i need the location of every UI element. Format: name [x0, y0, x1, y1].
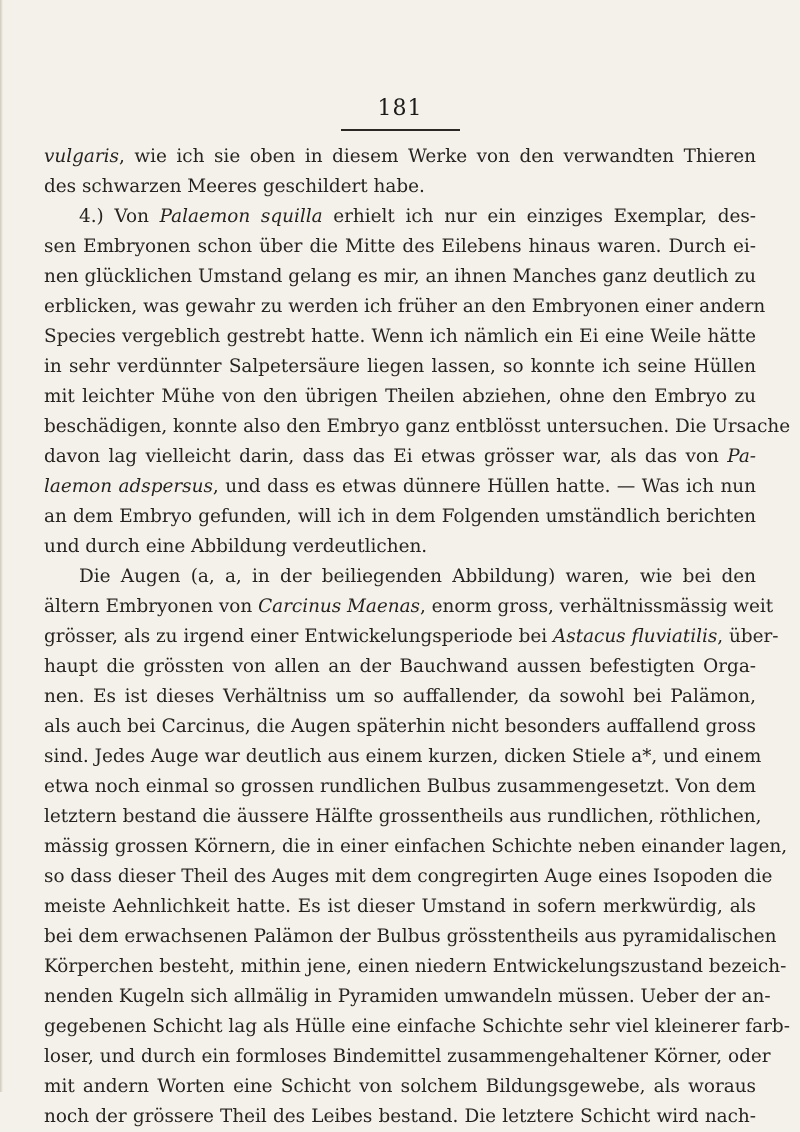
text-line: etwa noch einmal so grossen rundlichen Bulbus zusammengesetzt. Von dem [44, 776, 756, 797]
text-line: Körperchen besteht, mithin jene, einen niedern Entwickelungszustand bezeich- [44, 956, 787, 977]
text-line: mässig grossen Körnern, die in einer einfachen Schichte neben einander lagen, [44, 836, 788, 857]
page-number: 181 [377, 96, 423, 121]
italic-term: Pa- [727, 446, 756, 467]
text-line: 4.) Von Palaemon squilla erhielt ich nur ein einziges Exemplar, des- [79, 206, 756, 227]
text-line: davon lag vielleicht darin, dass das Ei etwas grösser war, als das von Pa- [44, 446, 756, 467]
text-line: nenden Kugeln sich allmälig in Pyramiden umwandeln müssen. Ueber der an- [44, 986, 771, 1007]
text-line: so dass dieser Theil des Auges mit dem congregirten Auge eines Isopoden die [44, 866, 773, 887]
italic-term: Palaemon squilla [159, 206, 323, 227]
text-line: nen glücklichen Umstand gelang es mir, an ihnen Manches ganz deutlich zu [44, 266, 756, 287]
text-line: und durch eine Abbildung verdeutlichen. [44, 536, 428, 557]
text-line: beschädigen, konnte also den Embryo ganz entblösst untersuchen. Die Ursache [44, 416, 791, 437]
text-line: sind. Jedes Auge war deutlich aus einem kurzen, dicken Stiele a*, und einem [44, 746, 762, 767]
text-line: in sehr verdünnter Salpetersäure liegen lassen, so konnte ich seine Hüllen [44, 356, 756, 377]
text-line: letztern bestand die äussere Hälfte grossentheils aus rundlichen, röthlichen, [44, 806, 762, 827]
text-line: gegebenen Schicht lag als Hülle eine einfache Schichte sehr viel kleinerer farb- [44, 1016, 790, 1037]
page-edge-shadow [0, 0, 3, 1092]
body-text [44, 142, 791, 1132]
text-line: vulgaris, wie ich sie oben in diesem Werke von den verwandten Thieren [44, 146, 756, 167]
text-line: meiste Aehnlichkeit hatte. Es ist dieser Umstand in sofern merkwürdig, als [44, 896, 756, 917]
text-line: grösser, als zu irgend einer Entwickelungsperiode bei Astacus fluviatilis, über- [44, 626, 779, 647]
text-line: haupt die grössten von allen an der Bauchwand aussen befestigten Orga- [44, 656, 756, 677]
text-line: noch der grössere Theil des Leibes bestand. Die letztere Schicht wird nach- [44, 1106, 756, 1127]
text-line: nen. Es ist dieses Verhältniss um so auffallender, da sowohl bei Palämon, [44, 686, 756, 707]
italic-term: vulgaris [44, 146, 119, 167]
text-line: mit andern Worten eine Schicht von solchem Bildungsgewebe, als woraus [44, 1076, 756, 1097]
text-line: des schwarzen Meeres geschildert habe. [44, 176, 425, 197]
text-line: laemon adspersus, und dass es etwas dünnere Hüllen hatte. — Was ich nun [44, 476, 756, 497]
text-line: ältern Embryonen von Carcinus Maenas, enorm gross, verhältnissmässig weit [44, 596, 774, 617]
text-line: als auch bei Carcinus, die Augen späterhin nicht besonders auffallend gross [44, 716, 756, 737]
italic-term: Carcinus Maenas [258, 596, 420, 617]
text-line: loser, und durch ein formloses Bindemittel zusammengehaltener Körner, oder [44, 1046, 771, 1067]
text-line: Die Augen (a, a, in der beiliegenden Abbildung) waren, wie bei den [79, 566, 756, 587]
italic-term: laemon adspersus [44, 476, 213, 497]
text-line: erblicken, was gewahr zu werden ich früher an den Embryonen einer andern [44, 296, 766, 317]
text-line: bei dem erwachsenen Palämon der Bulbus grösstentheils aus pyramidalischen [44, 926, 777, 947]
text-line: an dem Embryo gefunden, will ich in dem Folgenden umständlich berichten [44, 506, 756, 527]
italic-term: Astacus fluviatilis [552, 626, 718, 647]
text-line: mit leichter Mühe von den übrigen Theilen abziehen, ohne den Embryo zu [44, 386, 756, 407]
page-number-rule [341, 129, 460, 131]
text-line: sen Embryonen schon über die Mitte des Eilebens hinaus waren. Durch ei- [44, 236, 756, 257]
text-line: Species vergeblich gestrebt hatte. Wenn ich nämlich ein Ei eine Weile hätte [44, 326, 756, 347]
